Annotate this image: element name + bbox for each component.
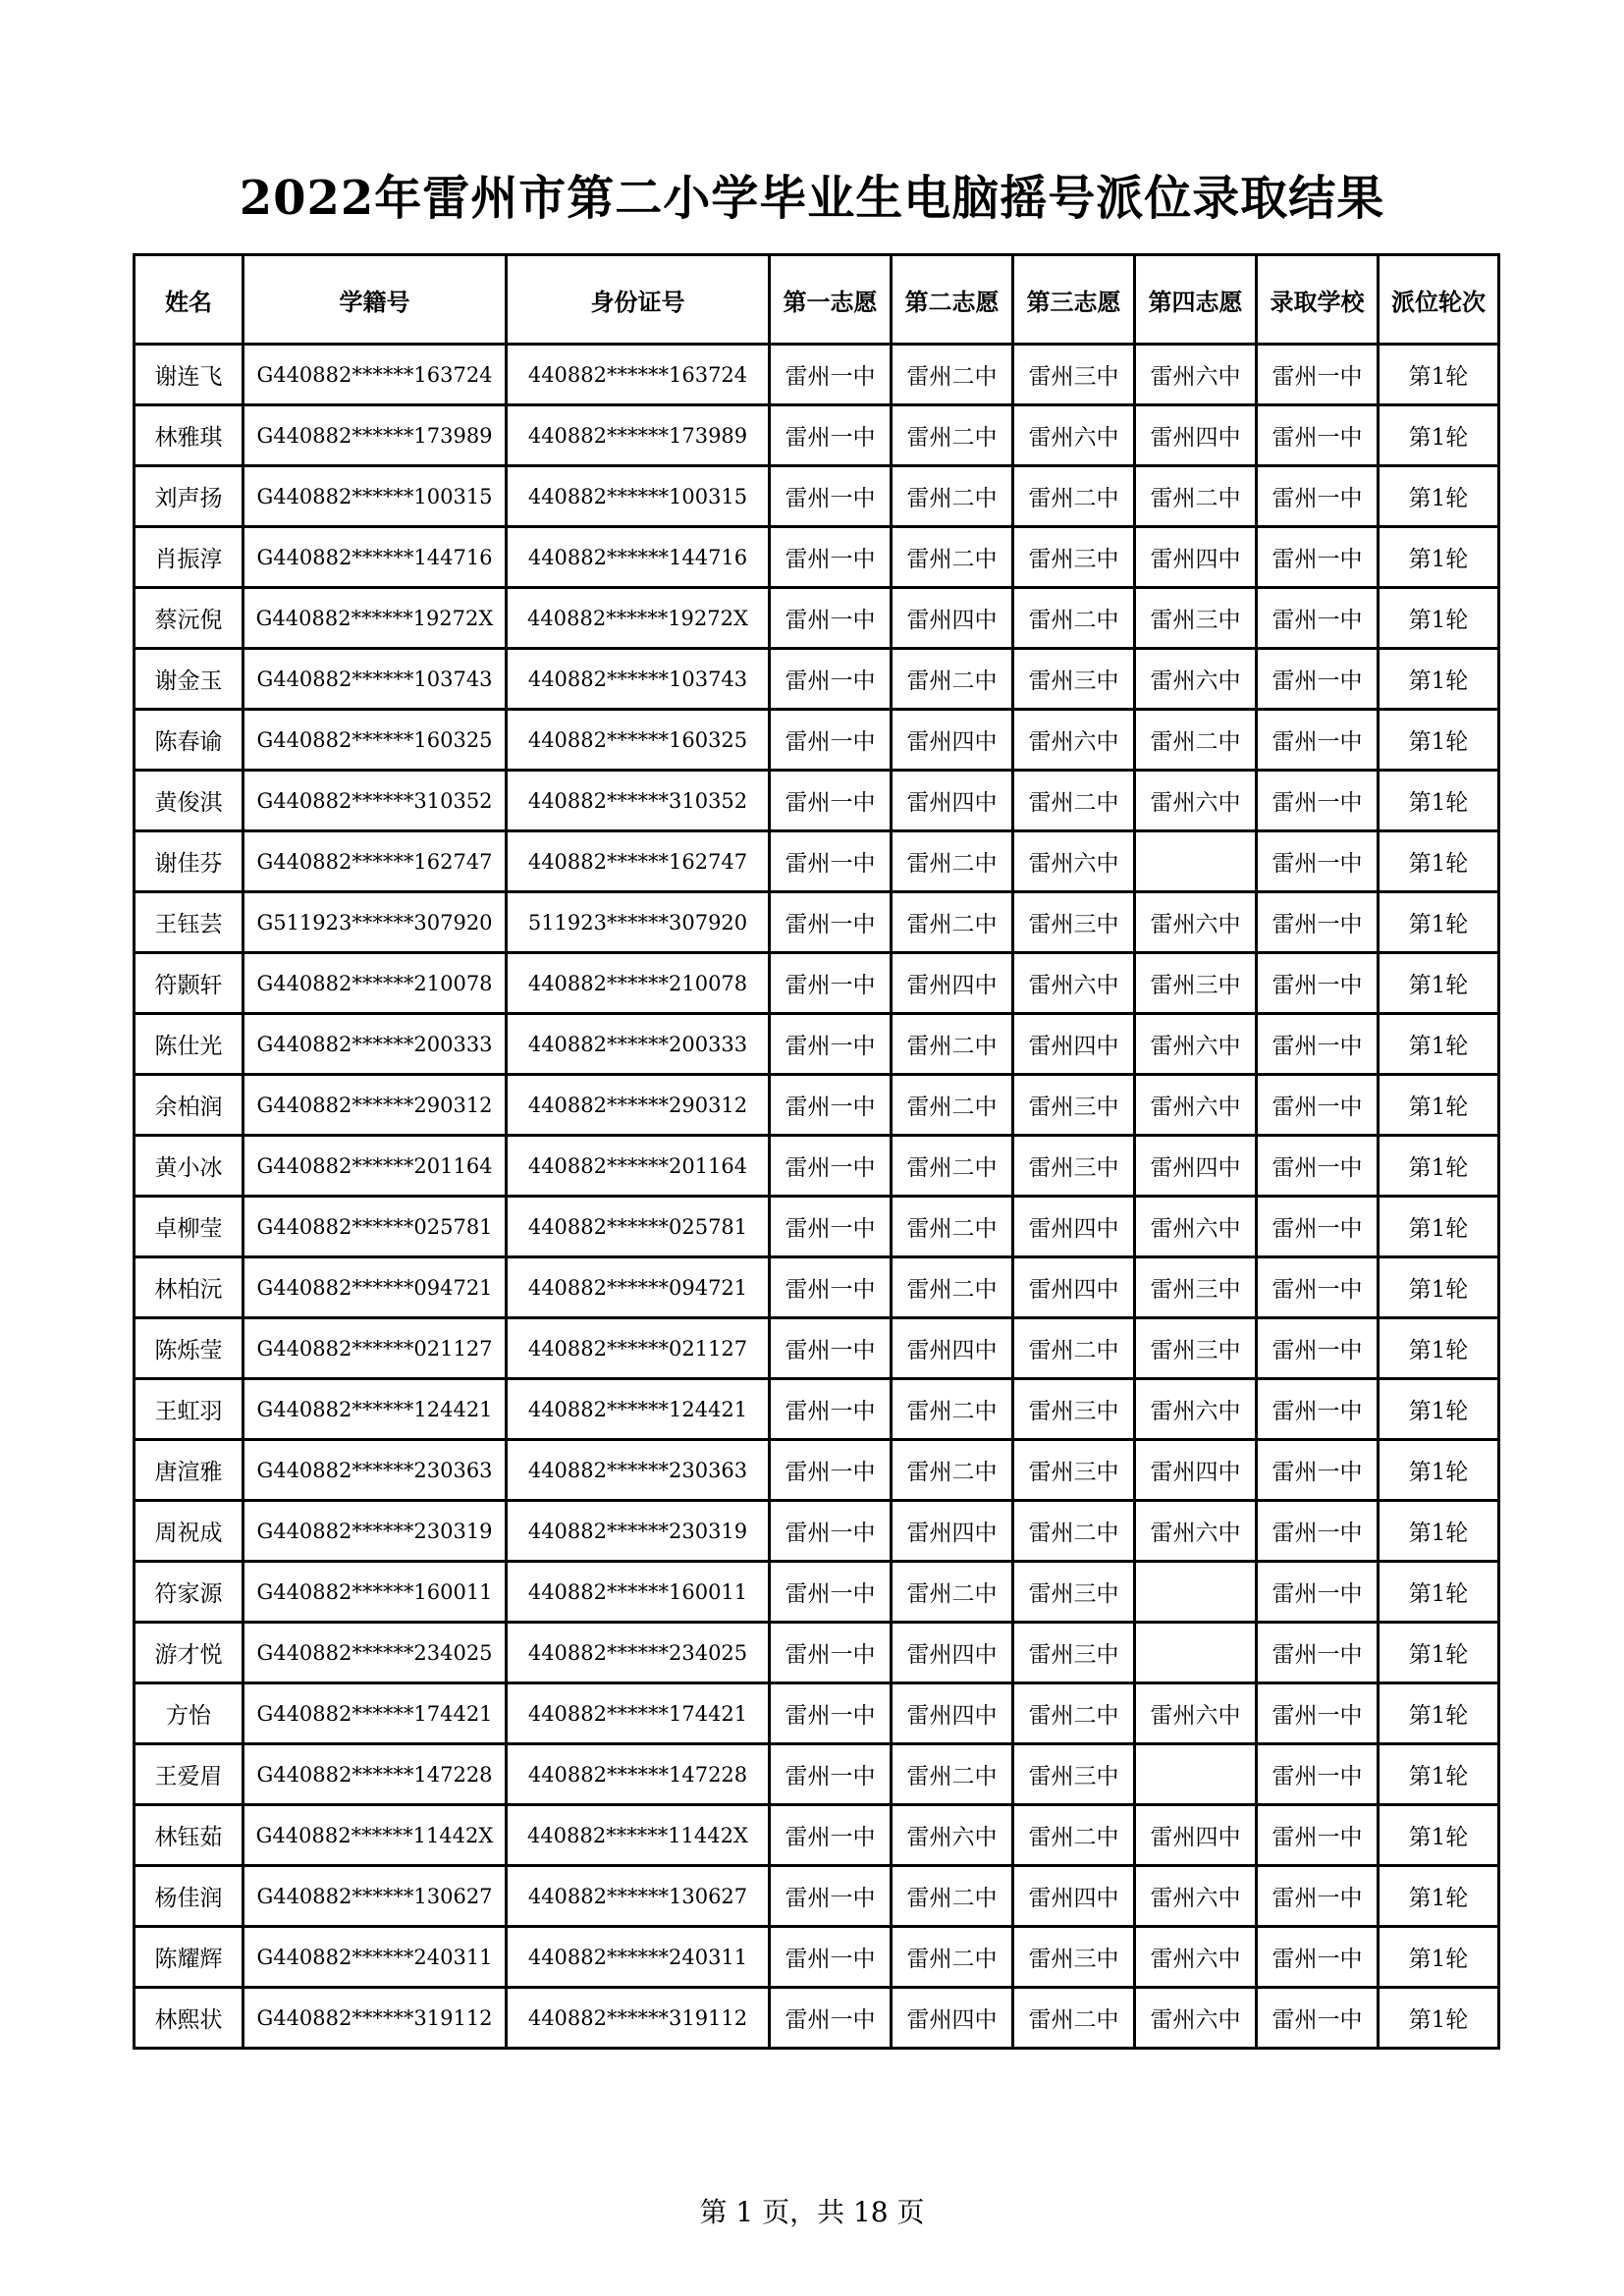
table-row [135, 1562, 1499, 1623]
cell-id-card: 440882******11442X [507, 1805, 770, 1866]
cell-id-card: 440882******19272X [507, 588, 770, 649]
cell-admitted-school: 雷州一中 [1257, 1318, 1379, 1379]
cell-choice-4: 雷州六中 [1135, 1014, 1257, 1075]
cell-name: 林钰茹 [135, 1805, 244, 1866]
cell-round: 第1轮 [1379, 1623, 1499, 1683]
cell-name: 卓柳莹 [135, 1197, 244, 1257]
cell-student-id: G440882******163724 [244, 345, 507, 405]
cell-choice-4: 雷州三中 [1135, 588, 1257, 649]
page-footer: 第 1 页，共 18 页 [699, 2196, 925, 2228]
table-row [135, 831, 1499, 892]
cell-admitted-school: 雷州一中 [1257, 953, 1379, 1014]
cell-student-id: G440882******230319 [244, 1501, 507, 1562]
cell-admitted-school: 雷州一中 [1257, 1744, 1379, 1805]
cell-choice-4: 雷州四中 [1135, 1805, 1257, 1866]
cell-choice-1: 雷州一中 [770, 527, 892, 588]
table-row [135, 1379, 1499, 1440]
cell-choice-2: 雷州二中 [892, 345, 1013, 405]
table-row [135, 1744, 1499, 1805]
cell-round: 第1轮 [1379, 1075, 1499, 1136]
cell-choice-2: 雷州四中 [892, 953, 1013, 1014]
header-row [135, 255, 1499, 345]
cell-choice-1: 雷州一中 [770, 649, 892, 710]
cell-name: 周祝成 [135, 1501, 244, 1562]
table-body [135, 345, 1499, 2049]
cell-choice-3: 雷州六中 [1013, 953, 1135, 1014]
table-row [135, 405, 1499, 466]
header-name: 姓名 [135, 255, 244, 345]
cell-choice-2: 雷州二中 [892, 527, 1013, 588]
cell-id-card: 440882******025781 [507, 1197, 770, 1257]
cell-round: 第1轮 [1379, 649, 1499, 710]
cell-student-id: G440882******025781 [244, 1197, 507, 1257]
cell-round: 第1轮 [1379, 588, 1499, 649]
cell-admitted-school: 雷州一中 [1257, 1866, 1379, 1927]
cell-choice-4 [1135, 831, 1257, 892]
cell-student-id: G511923******307920 [244, 892, 507, 953]
table-row [135, 588, 1499, 649]
cell-choice-4: 雷州六中 [1135, 892, 1257, 953]
cell-id-card: 440882******201164 [507, 1136, 770, 1197]
cell-choice-2: 雷州四中 [892, 771, 1013, 831]
cell-round: 第1轮 [1379, 1988, 1499, 2049]
cell-name: 游才悦 [135, 1623, 244, 1683]
cell-round: 第1轮 [1379, 1379, 1499, 1440]
cell-choice-3: 雷州三中 [1013, 1927, 1135, 1988]
cell-id-card: 440882******230319 [507, 1501, 770, 1562]
header-admitted-school: 录取学校 [1257, 255, 1379, 345]
cell-choice-3: 雷州三中 [1013, 1379, 1135, 1440]
cell-round: 第1轮 [1379, 953, 1499, 1014]
cell-student-id: G440882******201164 [244, 1136, 507, 1197]
cell-round: 第1轮 [1379, 1927, 1499, 1988]
table-row [135, 1257, 1499, 1318]
table-row [135, 1805, 1499, 1866]
cell-choice-3: 雷州三中 [1013, 1744, 1135, 1805]
cell-name: 方怡 [135, 1683, 244, 1744]
cell-choice-2: 雷州二中 [892, 466, 1013, 527]
cell-choice-1: 雷州一中 [770, 1744, 892, 1805]
cell-round: 第1轮 [1379, 771, 1499, 831]
cell-choice-3: 雷州二中 [1013, 771, 1135, 831]
cell-choice-1: 雷州一中 [770, 1805, 892, 1866]
cell-choice-1: 雷州一中 [770, 831, 892, 892]
cell-admitted-school: 雷州一中 [1257, 710, 1379, 771]
cell-student-id: G440882******19272X [244, 588, 507, 649]
cell-id-card: 440882******100315 [507, 466, 770, 527]
cell-admitted-school: 雷州一中 [1257, 1379, 1379, 1440]
cell-choice-4: 雷州三中 [1135, 1318, 1257, 1379]
cell-round: 第1轮 [1379, 527, 1499, 588]
cell-choice-4 [1135, 1744, 1257, 1805]
cell-choice-2: 雷州四中 [892, 1318, 1013, 1379]
cell-choice-4: 雷州四中 [1135, 1136, 1257, 1197]
cell-id-card: 440882******094721 [507, 1257, 770, 1318]
cell-choice-3: 雷州三中 [1013, 892, 1135, 953]
header-choice-3: 第三志愿 [1013, 255, 1135, 345]
cell-student-id: G440882******230363 [244, 1440, 507, 1501]
table-row [135, 1988, 1499, 2049]
cell-student-id: G440882******234025 [244, 1623, 507, 1683]
cell-id-card: 440882******160325 [507, 710, 770, 771]
cell-choice-3: 雷州四中 [1013, 1197, 1135, 1257]
cell-student-id: G440882******100315 [244, 466, 507, 527]
cell-admitted-school: 雷州一中 [1257, 892, 1379, 953]
cell-choice-1: 雷州一中 [770, 588, 892, 649]
cell-round: 第1轮 [1379, 1136, 1499, 1197]
cell-choice-2: 雷州二中 [892, 1379, 1013, 1440]
cell-choice-3: 雷州四中 [1013, 1257, 1135, 1318]
cell-name: 余柏润 [135, 1075, 244, 1136]
cell-choice-3: 雷州三中 [1013, 1562, 1135, 1623]
header-choice-2: 第二志愿 [892, 255, 1013, 345]
cell-name: 刘声扬 [135, 466, 244, 527]
cell-name: 谢金玉 [135, 649, 244, 710]
cell-choice-1: 雷州一中 [770, 1988, 892, 2049]
cell-choice-4: 雷州六中 [1135, 1988, 1257, 2049]
cell-choice-1: 雷州一中 [770, 1075, 892, 1136]
cell-id-card: 440882******124421 [507, 1379, 770, 1440]
cell-choice-1: 雷州一中 [770, 892, 892, 953]
cell-name: 陈春谕 [135, 710, 244, 771]
table-row [135, 710, 1499, 771]
cell-round: 第1轮 [1379, 1562, 1499, 1623]
header-id-card: 身份证号 [507, 255, 770, 345]
cell-student-id: G440882******130627 [244, 1866, 507, 1927]
cell-choice-4: 雷州六中 [1135, 1927, 1257, 1988]
cell-name: 肖振淳 [135, 527, 244, 588]
cell-student-id: G440882******310352 [244, 771, 507, 831]
cell-choice-3: 雷州六中 [1013, 405, 1135, 466]
cell-choice-2: 雷州二中 [892, 1440, 1013, 1501]
cell-admitted-school: 雷州一中 [1257, 771, 1379, 831]
cell-name: 唐渲雅 [135, 1440, 244, 1501]
cell-round: 第1轮 [1379, 1805, 1499, 1866]
cell-round: 第1轮 [1379, 831, 1499, 892]
cell-choice-3: 雷州二中 [1013, 1805, 1135, 1866]
table-row [135, 466, 1499, 527]
cell-choice-3: 雷州四中 [1013, 1866, 1135, 1927]
cell-id-card: 440882******174421 [507, 1683, 770, 1744]
cell-id-card: 440882******160011 [507, 1562, 770, 1623]
cell-choice-4: 雷州二中 [1135, 710, 1257, 771]
cell-choice-4: 雷州六中 [1135, 649, 1257, 710]
cell-admitted-school: 雷州一中 [1257, 1440, 1379, 1501]
cell-choice-4: 雷州六中 [1135, 1866, 1257, 1927]
cell-admitted-school: 雷州一中 [1257, 1988, 1379, 2049]
cell-admitted-school: 雷州一中 [1257, 1014, 1379, 1075]
cell-id-card: 440882******147228 [507, 1744, 770, 1805]
cell-choice-3: 雷州二中 [1013, 1501, 1135, 1562]
table-row [135, 1197, 1499, 1257]
cell-admitted-school: 雷州一中 [1257, 1197, 1379, 1257]
cell-name: 杨佳润 [135, 1866, 244, 1927]
cell-student-id: G440882******174421 [244, 1683, 507, 1744]
cell-choice-2: 雷州四中 [892, 1501, 1013, 1562]
cell-choice-1: 雷州一中 [770, 1683, 892, 1744]
cell-choice-3: 雷州二中 [1013, 466, 1135, 527]
cell-student-id: G440882******240311 [244, 1927, 507, 1988]
cell-round: 第1轮 [1379, 892, 1499, 953]
cell-name: 谢佳芬 [135, 831, 244, 892]
cell-student-id: G440882******11442X [244, 1805, 507, 1866]
cell-choice-1: 雷州一中 [770, 1623, 892, 1683]
cell-admitted-school: 雷州一中 [1257, 527, 1379, 588]
cell-choice-4: 雷州四中 [1135, 1440, 1257, 1501]
cell-id-card: 440882******130627 [507, 1866, 770, 1927]
cell-choice-2: 雷州六中 [892, 1805, 1013, 1866]
cell-choice-2: 雷州二中 [892, 1197, 1013, 1257]
cell-choice-4 [1135, 1562, 1257, 1623]
cell-id-card: 440882******319112 [507, 1988, 770, 2049]
cell-student-id: G440882******290312 [244, 1075, 507, 1136]
cell-student-id: G440882******124421 [244, 1379, 507, 1440]
cell-choice-2: 雷州二中 [892, 1927, 1013, 1988]
cell-name: 王虹羽 [135, 1379, 244, 1440]
cell-choice-2: 雷州四中 [892, 710, 1013, 771]
cell-admitted-school: 雷州一中 [1257, 1683, 1379, 1744]
cell-choice-2: 雷州二中 [892, 1257, 1013, 1318]
cell-round: 第1轮 [1379, 1683, 1499, 1744]
cell-round: 第1轮 [1379, 1866, 1499, 1927]
cell-admitted-school: 雷州一中 [1257, 345, 1379, 405]
table-row [135, 649, 1499, 710]
cell-choice-4: 雷州六中 [1135, 1683, 1257, 1744]
cell-student-id: G440882******160011 [244, 1562, 507, 1623]
cell-choice-3: 雷州三中 [1013, 345, 1135, 405]
cell-choice-3: 雷州三中 [1013, 1136, 1135, 1197]
cell-choice-1: 雷州一中 [770, 466, 892, 527]
cell-choice-4: 雷州六中 [1135, 1197, 1257, 1257]
cell-round: 第1轮 [1379, 710, 1499, 771]
table-row [135, 1683, 1499, 1744]
cell-student-id: G440882******160325 [244, 710, 507, 771]
cell-id-card: 440882******290312 [507, 1075, 770, 1136]
table-row [135, 892, 1499, 953]
cell-admitted-school: 雷州一中 [1257, 831, 1379, 892]
cell-student-id: G440882******210078 [244, 953, 507, 1014]
cell-admitted-school: 雷州一中 [1257, 1562, 1379, 1623]
table-header [135, 255, 1499, 345]
table-row [135, 1927, 1499, 1988]
cell-choice-2: 雷州二中 [892, 405, 1013, 466]
cell-round: 第1轮 [1379, 1318, 1499, 1379]
cell-choice-1: 雷州一中 [770, 1501, 892, 1562]
cell-round: 第1轮 [1379, 1440, 1499, 1501]
cell-admitted-school: 雷州一中 [1257, 649, 1379, 710]
cell-name: 林熙状 [135, 1988, 244, 2049]
cell-choice-3: 雷州三中 [1013, 1075, 1135, 1136]
cell-choice-4: 雷州六中 [1135, 1075, 1257, 1136]
cell-choice-4: 雷州六中 [1135, 1501, 1257, 1562]
cell-id-card: 440882******200333 [507, 1014, 770, 1075]
cell-admitted-school: 雷州一中 [1257, 1623, 1379, 1683]
cell-choice-1: 雷州一中 [770, 710, 892, 771]
table-row [135, 1866, 1499, 1927]
cell-choice-4: 雷州三中 [1135, 953, 1257, 1014]
cell-round: 第1轮 [1379, 1197, 1499, 1257]
cell-name: 蔡沅倪 [135, 588, 244, 649]
table-row [135, 1014, 1499, 1075]
cell-choice-1: 雷州一中 [770, 1136, 892, 1197]
cell-id-card: 440882******103743 [507, 649, 770, 710]
cell-admitted-school: 雷州一中 [1257, 588, 1379, 649]
cell-choice-2: 雷州四中 [892, 1683, 1013, 1744]
cell-choice-1: 雷州一中 [770, 1197, 892, 1257]
cell-student-id: G440882******147228 [244, 1744, 507, 1805]
cell-choice-1: 雷州一中 [770, 345, 892, 405]
cell-student-id: G440882******162747 [244, 831, 507, 892]
cell-choice-2: 雷州二中 [892, 649, 1013, 710]
table-row [135, 953, 1499, 1014]
cell-choice-1: 雷州一中 [770, 1562, 892, 1623]
cell-round: 第1轮 [1379, 1257, 1499, 1318]
cell-name: 符家源 [135, 1562, 244, 1623]
table-row [135, 345, 1499, 405]
cell-choice-4 [1135, 1623, 1257, 1683]
table-row [135, 1136, 1499, 1197]
cell-admitted-school: 雷州一中 [1257, 1075, 1379, 1136]
cell-id-card: 440882******234025 [507, 1623, 770, 1683]
header-choice-4: 第四志愿 [1135, 255, 1257, 345]
cell-choice-4: 雷州六中 [1135, 771, 1257, 831]
cell-choice-3: 雷州三中 [1013, 527, 1135, 588]
cell-name: 黄小冰 [135, 1136, 244, 1197]
cell-choice-1: 雷州一中 [770, 1318, 892, 1379]
cell-id-card: 440882******173989 [507, 405, 770, 466]
cell-name: 陈仕光 [135, 1014, 244, 1075]
table-row [135, 1318, 1499, 1379]
cell-name: 林雅琪 [135, 405, 244, 466]
cell-name: 王爱眉 [135, 1744, 244, 1805]
cell-choice-4: 雷州六中 [1135, 1379, 1257, 1440]
cell-choice-3: 雷州三中 [1013, 1623, 1135, 1683]
cell-admitted-school: 雷州一中 [1257, 405, 1379, 466]
cell-round: 第1轮 [1379, 1014, 1499, 1075]
admission-results-table [133, 253, 1500, 2050]
cell-choice-1: 雷州一中 [770, 1866, 892, 1927]
cell-choice-1: 雷州一中 [770, 1014, 892, 1075]
cell-round: 第1轮 [1379, 1501, 1499, 1562]
cell-choice-4: 雷州四中 [1135, 405, 1257, 466]
cell-name: 陈烁莹 [135, 1318, 244, 1379]
page-title: 2022年雷州市第二小学毕业生电脑摇号派位录取结果 [239, 171, 1385, 226]
cell-choice-3: 雷州三中 [1013, 649, 1135, 710]
cell-choice-1: 雷州一中 [770, 405, 892, 466]
table-row [135, 527, 1499, 588]
cell-choice-2: 雷州四中 [892, 1988, 1013, 2049]
cell-choice-1: 雷州一中 [770, 771, 892, 831]
cell-id-card: 440882******210078 [507, 953, 770, 1014]
cell-round: 第1轮 [1379, 466, 1499, 527]
cell-name: 符颢轩 [135, 953, 244, 1014]
table-row [135, 1440, 1499, 1501]
cell-choice-2: 雷州二中 [892, 1744, 1013, 1805]
cell-student-id: G440882******021127 [244, 1318, 507, 1379]
cell-name: 王钰芸 [135, 892, 244, 953]
cell-choice-3: 雷州四中 [1013, 1014, 1135, 1075]
cell-name: 陈耀辉 [135, 1927, 244, 1988]
cell-choice-2: 雷州二中 [892, 1136, 1013, 1197]
cell-id-card: 440882******144716 [507, 527, 770, 588]
cell-choice-1: 雷州一中 [770, 1927, 892, 1988]
cell-name: 谢连飞 [135, 345, 244, 405]
table-row [135, 1075, 1499, 1136]
header-round: 派位轮次 [1379, 255, 1499, 345]
cell-choice-1: 雷州一中 [770, 1379, 892, 1440]
cell-round: 第1轮 [1379, 1744, 1499, 1805]
cell-admitted-school: 雷州一中 [1257, 1257, 1379, 1318]
cell-choice-3: 雷州三中 [1013, 1440, 1135, 1501]
cell-choice-4: 雷州三中 [1135, 1257, 1257, 1318]
cell-choice-2: 雷州二中 [892, 1014, 1013, 1075]
cell-name: 黄俊淇 [135, 771, 244, 831]
cell-choice-3: 雷州六中 [1013, 831, 1135, 892]
table-row [135, 771, 1499, 831]
cell-choice-3: 雷州二中 [1013, 588, 1135, 649]
cell-id-card: 511923******307920 [507, 892, 770, 953]
cell-choice-2: 雷州二中 [892, 1562, 1013, 1623]
cell-admitted-school: 雷州一中 [1257, 1927, 1379, 1988]
cell-id-card: 440882******230363 [507, 1440, 770, 1501]
cell-choice-4: 雷州二中 [1135, 466, 1257, 527]
cell-id-card: 440882******310352 [507, 771, 770, 831]
cell-choice-4: 雷州六中 [1135, 345, 1257, 405]
cell-student-id: G440882******144716 [244, 527, 507, 588]
cell-admitted-school: 雷州一中 [1257, 1501, 1379, 1562]
cell-choice-1: 雷州一中 [770, 1257, 892, 1318]
cell-choice-1: 雷州一中 [770, 953, 892, 1014]
table-row [135, 1623, 1499, 1683]
cell-student-id: G440882******173989 [244, 405, 507, 466]
cell-choice-3: 雷州六中 [1013, 710, 1135, 771]
cell-id-card: 440882******162747 [507, 831, 770, 892]
cell-choice-3: 雷州二中 [1013, 1318, 1135, 1379]
cell-name: 林柏沅 [135, 1257, 244, 1318]
cell-round: 第1轮 [1379, 405, 1499, 466]
cell-choice-2: 雷州二中 [892, 892, 1013, 953]
cell-choice-2: 雷州二中 [892, 1866, 1013, 1927]
cell-admitted-school: 雷州一中 [1257, 1136, 1379, 1197]
cell-student-id: G440882******319112 [244, 1988, 507, 2049]
cell-admitted-school: 雷州一中 [1257, 1805, 1379, 1866]
cell-admitted-school: 雷州一中 [1257, 466, 1379, 527]
cell-choice-1: 雷州一中 [770, 1440, 892, 1501]
header-student-id: 学籍号 [244, 255, 507, 345]
cell-student-id: G440882******103743 [244, 649, 507, 710]
table-row [135, 1501, 1499, 1562]
cell-choice-3: 雷州二中 [1013, 1683, 1135, 1744]
header-choice-1: 第一志愿 [770, 255, 892, 345]
cell-student-id: G440882******200333 [244, 1014, 507, 1075]
cell-choice-2: 雷州二中 [892, 1075, 1013, 1136]
cell-choice-4: 雷州四中 [1135, 527, 1257, 588]
cell-student-id: G440882******094721 [244, 1257, 507, 1318]
cell-choice-2: 雷州二中 [892, 831, 1013, 892]
cell-id-card: 440882******163724 [507, 345, 770, 405]
cell-choice-3: 雷州二中 [1013, 1988, 1135, 2049]
cell-id-card: 440882******021127 [507, 1318, 770, 1379]
cell-choice-2: 雷州四中 [892, 588, 1013, 649]
cell-choice-2: 雷州四中 [892, 1623, 1013, 1683]
cell-round: 第1轮 [1379, 345, 1499, 405]
cell-id-card: 440882******240311 [507, 1927, 770, 1988]
